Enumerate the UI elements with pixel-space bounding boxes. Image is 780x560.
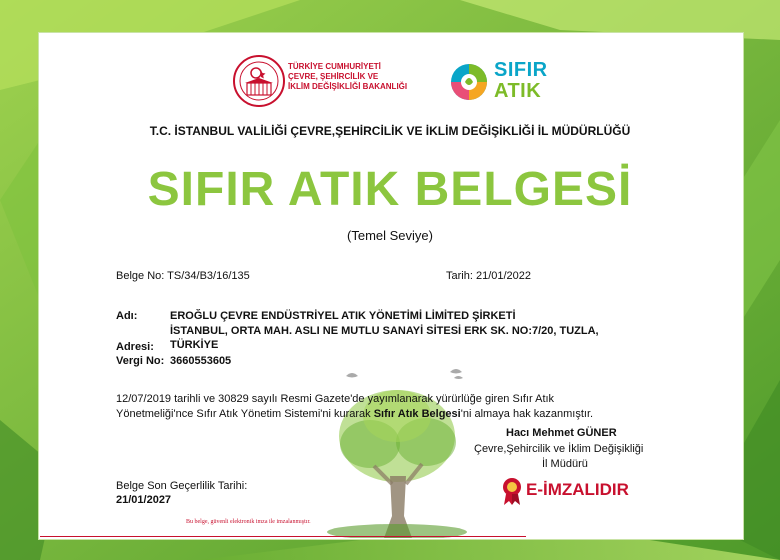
- statement-line-2-prefix: Yönetmeliği'nce Sıfır Atık Yönetim Sistemi'ni kurarak: [116, 408, 374, 420]
- validity-label: Belge Son Geçerlilik Tarihi:: [116, 480, 248, 492]
- issue-date: Tarih: 21/01/2022: [446, 270, 532, 282]
- brand-word-atik: ATIK: [494, 80, 542, 102]
- e-signature-note: Bu belge, güvenli elektronik imza ile imzalanmıştır.: [186, 519, 311, 525]
- statement-certificate-name: Sıfır Atık Belgesi: [373, 408, 461, 420]
- ministry-line-1: TÜRKİYE CUMHURİYETİ: [288, 62, 381, 71]
- ministry-name: [288, 62, 438, 92]
- certificate-level: (Temel Seviye): [347, 228, 433, 243]
- document-number: Belge No: TS/34/B3/16/135: [116, 270, 250, 282]
- company-name: EROĞLU ÇEVRE ENDÜSTRİYEL ATIK YÖNETİMİ LİMİTED ŞİRKETİ: [170, 310, 516, 322]
- company-address-line-1: İSTANBUL, ORTA MAH. ASLI NE MUTLU SANAYİ SİTESİ ERK SK. NO:7/20, TUZLA,: [170, 325, 599, 337]
- company-name-label: Adı:: [116, 310, 138, 322]
- signer-title-line-2: İl Müdürü: [542, 458, 588, 470]
- statement-line-2: [116, 408, 593, 420]
- company-address-label: Adresi:: [116, 341, 154, 353]
- tax-number: 3660553605: [170, 355, 232, 367]
- ministry-line-2: ÇEVRE, ŞEHİRCİLİK VE: [288, 72, 379, 81]
- tax-number-label: Vergi No:: [116, 355, 165, 367]
- validity-date: 21/01/2027: [116, 494, 172, 506]
- statement-line-2-suffix: 'ni almaya hak kazanmıştır.: [460, 408, 594, 420]
- signer-title-line-1: Çevre,Şehircilik ve İklim Değişikliği: [474, 443, 644, 455]
- e-signed-badge: E-İMZALIDIR: [526, 480, 629, 499]
- signer-name: Hacı Mehmet GÜNER: [506, 427, 617, 439]
- certificate-title: SIFIR ATIK BELGESİ: [147, 163, 633, 216]
- directorate-heading: T.C. İSTANBUL VALİLİĞİ ÇEVRE,ŞEHİRCİLİK VE İKLİM DEĞİŞİKLİĞİ İL MÜDÜRLÜĞÜ: [149, 124, 631, 138]
- company-address-line-2: TÜRKİYE: [170, 339, 219, 351]
- tree-illustration-icon: [322, 366, 472, 538]
- statement-line-1: 12/07/2019 tarihli ve 30829 sayılı Resmi Gazete'de yayımlanarak yürürlüğe giren Sıfır Atık: [116, 393, 555, 405]
- ministry-line-3: İKLİM DEĞİŞİKLİĞİ BAKANLIĞI: [288, 82, 408, 91]
- footer-divider: [40, 536, 526, 537]
- brand-word-sifir: SIFIR: [494, 59, 548, 81]
